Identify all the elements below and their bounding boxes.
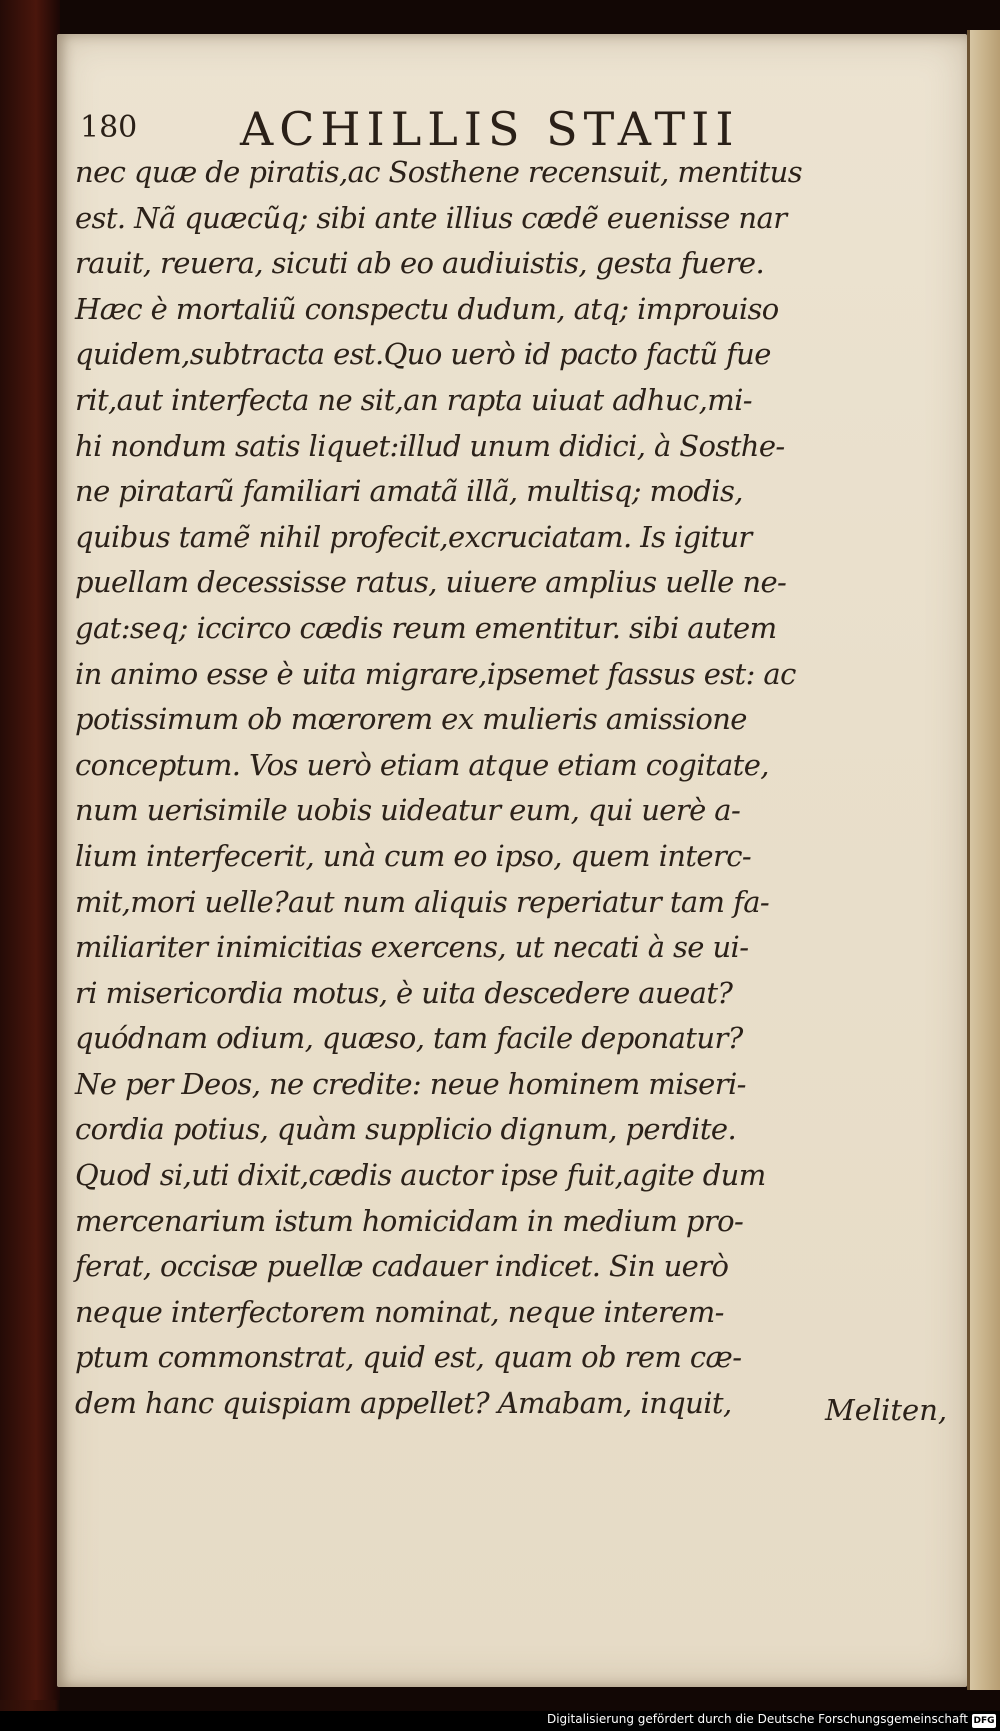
book-cover-edge xyxy=(0,0,60,1700)
funding-credit: Digitalisierung gefördert durch die Deutsche Forschungsgemeinschaft xyxy=(546,1712,968,1726)
text-line: nec quæ de piratis,ac Sosthene recensuit, mentitus xyxy=(75,155,803,189)
text-line: est. Nã quæcũq; sibi ante illius cædẽ euenisse nar xyxy=(75,200,787,235)
text-line: quibus tamẽ nihil profecit,excruciatam. Is igitur xyxy=(75,519,752,554)
footer-bar xyxy=(0,1711,1000,1731)
catchword: Meliten, xyxy=(825,1393,948,1427)
facing-page-edge xyxy=(967,30,1000,1690)
text-line: conceptum. Vos uerò etiam atque etiam cogitate, xyxy=(75,747,769,782)
text-line: Quod si,uti dixit,cædis auctor ipse fuit,agite dum xyxy=(75,1158,766,1193)
text-line: Hæc è mortaliũ conspectu dudum, atq; improuiso xyxy=(75,291,779,326)
text-line: ferat, occisæ puellæ cadauer indicet. Sin uerò xyxy=(75,1249,729,1284)
text-line: dem hanc quispiam appellet? Amabam, inquit, xyxy=(75,1386,732,1421)
text-line: in animo esse è uita migrare,ipsemet fassus est: ac xyxy=(75,656,796,691)
running-head: ACHILLIS STATII xyxy=(240,102,740,156)
page-number: 180 xyxy=(80,110,138,145)
text-line: gat:seq; iccirco cædis reum ementitur. sibi autem xyxy=(75,610,777,645)
text-line: lium interfecerit, unà cum eo ipso, quem interc- xyxy=(75,838,752,873)
text-line: rit,aut interfecta ne sit,an rapta uiuat adhuc,mi- xyxy=(75,382,752,417)
text-line: rauit, reuera, sicuti ab eo audiuistis, gesta fuere. xyxy=(75,246,765,281)
dfg-logo-icon: DFG xyxy=(973,1716,995,1726)
text-block xyxy=(75,150,955,1427)
text-line: quidem,subtracta est.Quo uerò id pacto factũ fue xyxy=(75,337,771,372)
text-line: ptum commonstrat, quid est, quam ob rem cæ- xyxy=(75,1340,742,1375)
text-line: mercenarium istum homicidam in medium pro- xyxy=(75,1203,744,1238)
text-line: neque interfectorem nominat, neque interem- xyxy=(75,1294,724,1329)
text-line: ri misericordia motus, è uita descedere aueat? xyxy=(75,975,733,1010)
text-line: ne piratarũ familiari amatã illã, multisq; modis, xyxy=(75,474,743,509)
text-line: hi nondum satis liquet:illud unum didici, à Sosthe- xyxy=(75,428,785,463)
text-line: num uerisimile uobis uideatur eum, qui uerè a- xyxy=(75,793,741,828)
text-line: potissimum ob mœrorem ex mulieris amissione xyxy=(75,702,747,737)
text-line: Ne per Deos, ne credite: neue hominem miseri- xyxy=(75,1066,746,1101)
text-line: cordia potius, quàm supplicio dignum, perdite. xyxy=(75,1112,737,1147)
text-line: puellam decessisse ratus, uiuere amplius uelle ne- xyxy=(75,565,787,600)
text-line: mit,mori uelle?aut num aliquis reperiatur tam fa- xyxy=(75,884,770,919)
page-header xyxy=(80,102,880,156)
text-line: quódnam odium, quæso, tam facile deponatur? xyxy=(75,1021,743,1056)
text-line: miliariter inimicitias exercens, ut necati à se ui- xyxy=(75,930,749,965)
